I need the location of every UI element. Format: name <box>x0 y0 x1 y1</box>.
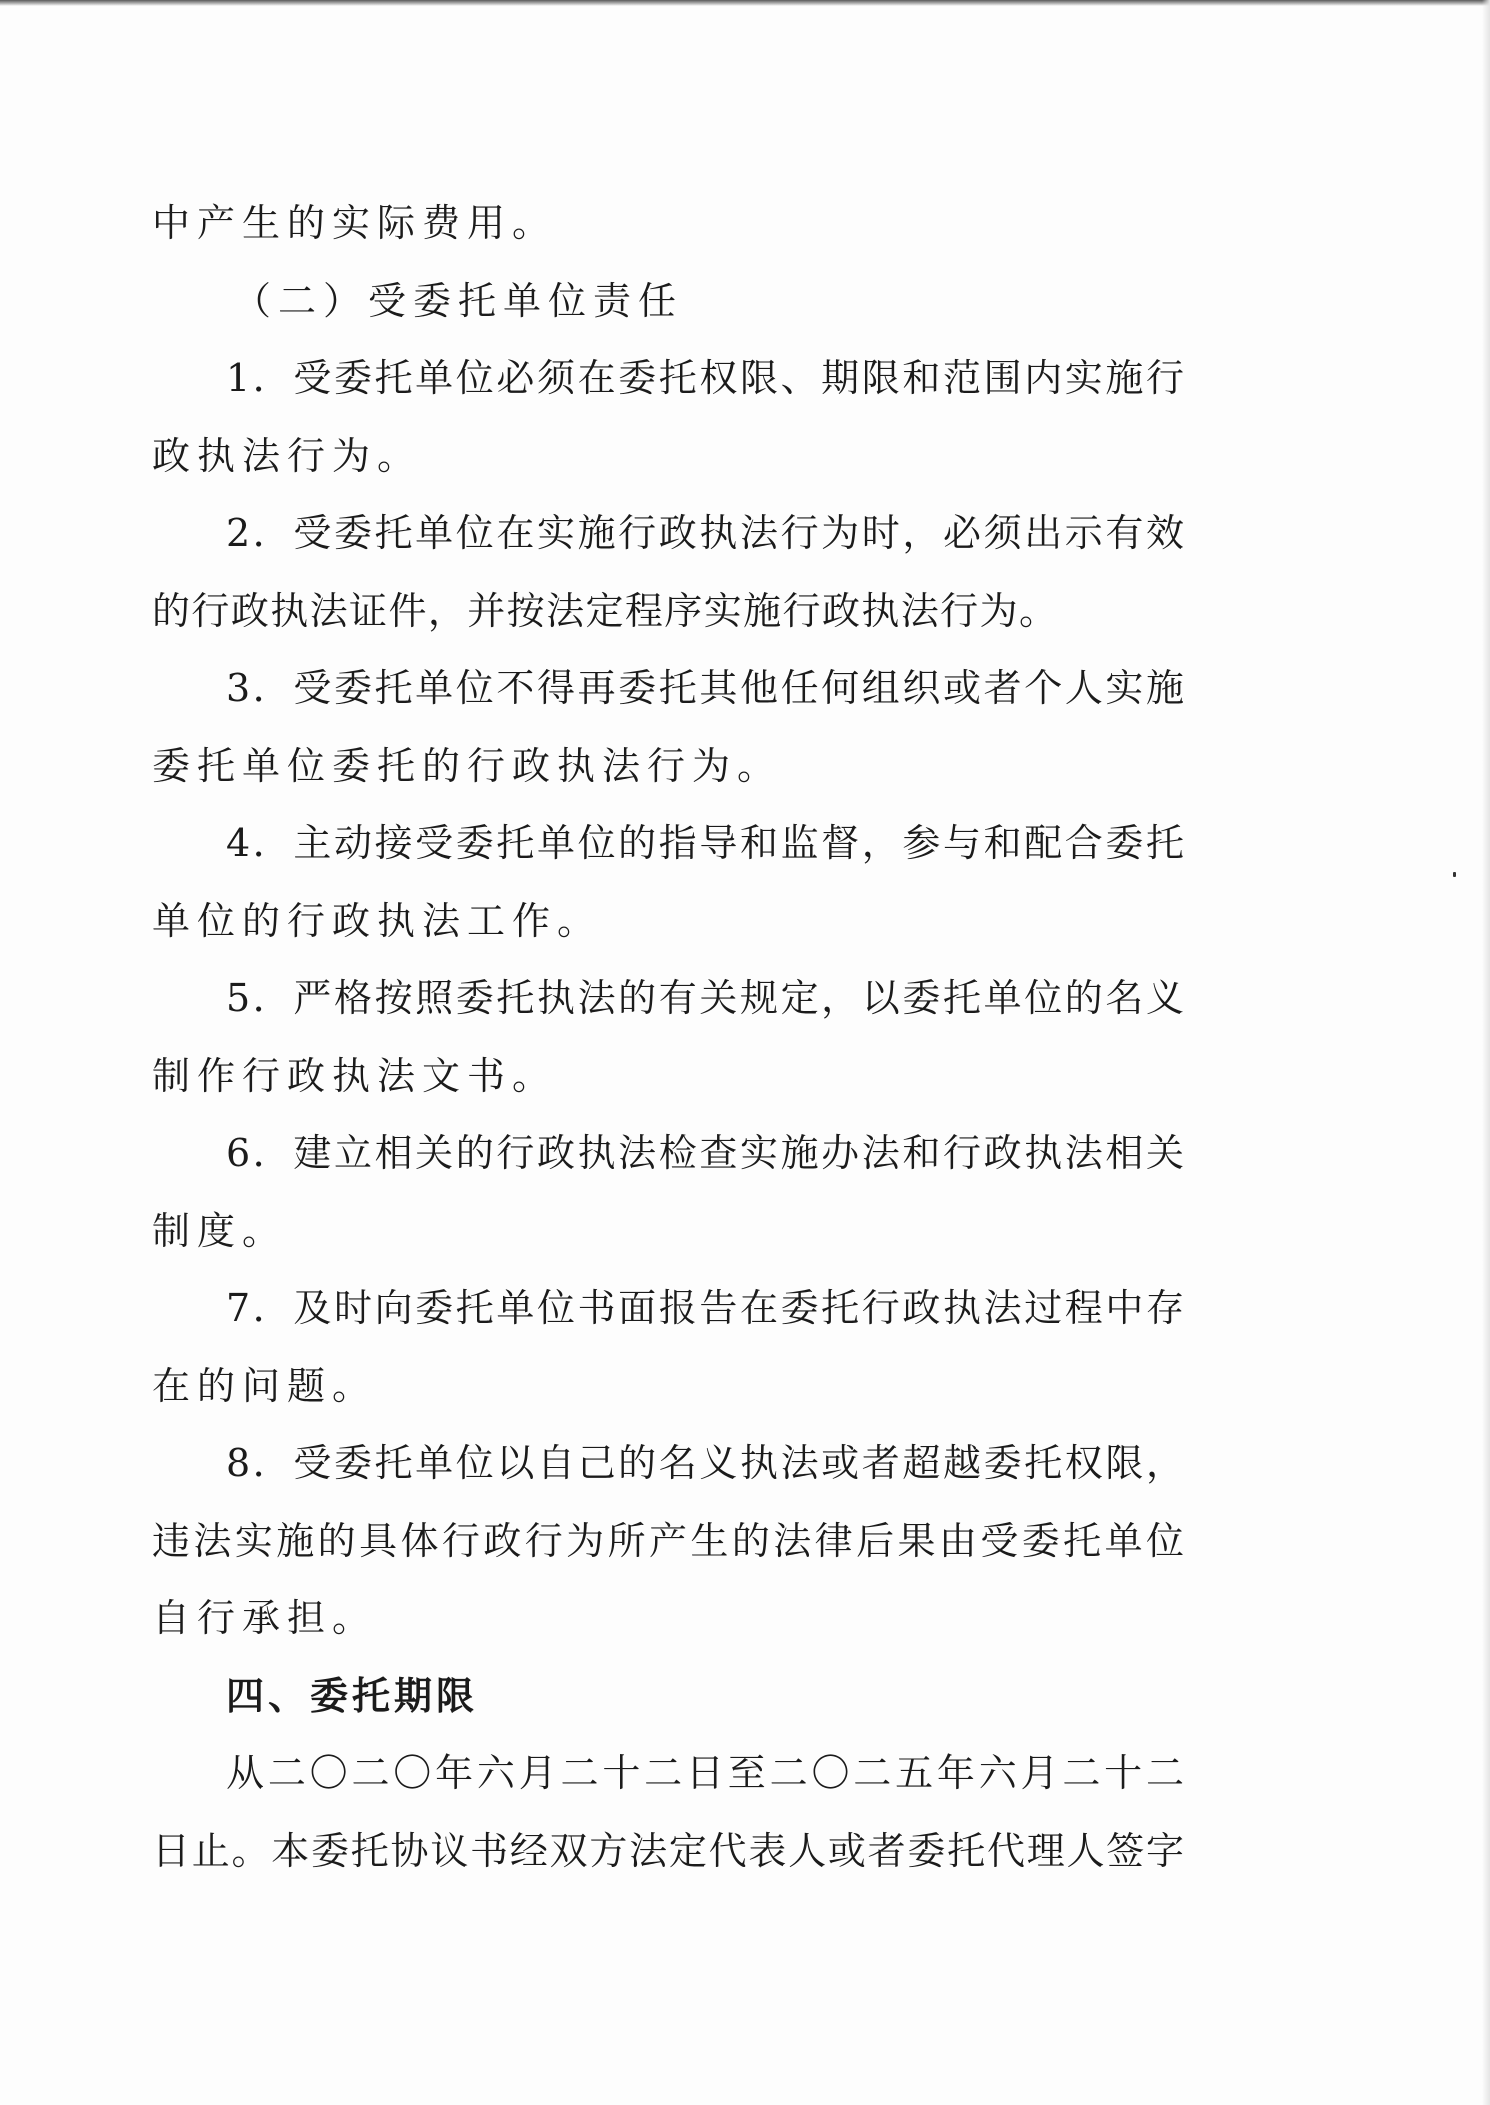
item-5-line-2: 制作行政执法文书。 <box>152 1054 558 1098</box>
term-line-2: 日止。本委托协议书经双方法定代表人或者委托代理人签字 <box>152 1829 1184 1873</box>
item-8-line-2: 违法实施的具体行政行为所产生的法律后果由受委托单位 <box>152 1519 1184 1563</box>
item-8-line-3: 自行承担。 <box>152 1596 378 1640</box>
item-4-line-2: 单位的行政执法工作。 <box>152 899 603 943</box>
item-5-line-1: 5．严格按照委托执法的有关规定，以委托单位的名义 <box>226 976 1184 1020</box>
item-2-line-1: 2．受委托单位在实施行政执法行为时，必须出示有效 <box>226 511 1184 555</box>
section-subheading: （二）受委托单位责任 <box>233 279 684 323</box>
line-continuation: 中产生的实际费用。 <box>152 201 558 245</box>
item-7-line-1: 7．及时向委托单位书面报告在委托行政执法过程中存 <box>226 1286 1184 1330</box>
item-2-line-2: 的行政执法证件，并按法定程序实施行政执法行为。 <box>152 589 1057 633</box>
item-3-line-1: 3．受委托单位不得再委托其他任何组织或者个人实施 <box>226 666 1184 710</box>
item-6-line-1: 6．建立相关的行政执法检查实施办法和行政执法相关 <box>226 1131 1184 1175</box>
scan-right-edge <box>1482 0 1490 2105</box>
item-3-line-2: 委托单位委托的行政执法行为。 <box>152 744 783 788</box>
item-6-line-2: 制度。 <box>152 1209 288 1253</box>
scan-top-edge <box>0 0 1490 6</box>
section-heading-term: 四、委托期限 <box>226 1674 479 1718</box>
item-7-line-2: 在的问题。 <box>152 1364 378 1408</box>
item-8-line-1: 8．受委托单位以自己的名义执法或者超越委托权限， <box>226 1441 1184 1485</box>
item-4-line-1: 4．主动接受委托单位的指导和监督，参与和配合委托 <box>226 821 1184 865</box>
scan-speck <box>1453 872 1456 877</box>
term-line-1: 从二〇二〇年六月二十二日至二〇二五年六月二十二 <box>226 1751 1184 1795</box>
item-1-line-1: 1．受委托单位必须在委托权限、期限和范围内实施行 <box>226 356 1184 400</box>
item-1-line-2: 政执法行为。 <box>152 434 423 478</box>
